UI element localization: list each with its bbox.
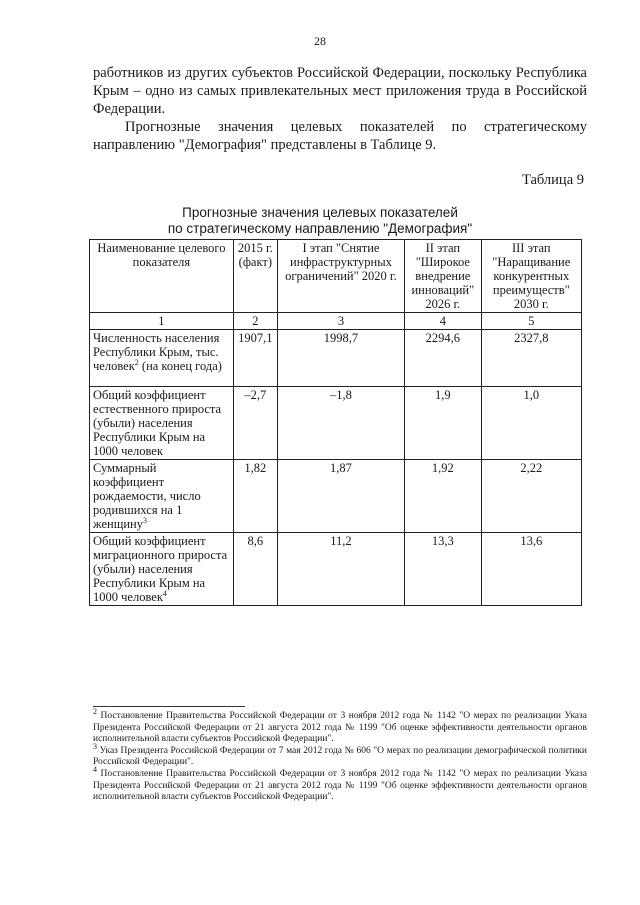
value-2030: 1,0: [481, 387, 581, 460]
indicator-name: Общий коэффициент естественного прироста (убыли) населения Республики Крым на 1000 человек: [93, 388, 222, 458]
table-title-line-2: по стратегическому направлению "Демография": [167, 221, 473, 236]
indicator-name-cell: [90, 387, 234, 460]
value-2015: 1,82: [233, 460, 277, 533]
column-number: 1: [90, 313, 234, 330]
footnote-item: [93, 764, 587, 804]
footnote-mark: 4: [93, 764, 97, 774]
table-row: [90, 330, 582, 387]
footnote-text: Постановление Правительства Российской Федерации от 3 ноября 2012 года № 1142 "О мерах по реализации Указа Президента Российской Федерации от 21 августа 2012 года № 1199 "Об оценке эффективности деятельности органов исполнительной власти субъектов Российской Федерации".: [93, 768, 587, 803]
value-2030: 2,22: [481, 460, 581, 533]
indicator-name: Численность населения Республики Крым, тыс. человек: [93, 331, 220, 373]
table-row: [90, 387, 582, 460]
indicator-name-cell: [90, 330, 234, 387]
table-title: [0, 205, 640, 237]
value-2020: 1998,7: [277, 330, 404, 387]
footnote-ref: 2: [134, 357, 139, 367]
footnote-ref: 3: [142, 515, 147, 525]
footnote-text: Указ Президента Российской Федерации от 7 мая 2012 года № 606 "О мерах по реализации демографической политики Российской Федерации".: [93, 745, 587, 768]
page-number: 28: [314, 34, 326, 48]
demography-targets-table: [89, 239, 582, 606]
column-number: 4: [405, 313, 482, 330]
footnote-separator: [93, 706, 245, 707]
indicator-name-cell: [90, 460, 234, 533]
footnotes: [93, 706, 587, 804]
paragraph-table-intro: Прогнозные значения целевых показателей по стратегическому направлению "Демография" представлены в Таблице 9.: [93, 119, 587, 153]
value-2020: 11,2: [277, 533, 404, 606]
value-2015: 8,6: [233, 533, 277, 606]
footnote-ref: 4: [162, 588, 167, 598]
column-number: 3: [277, 313, 404, 330]
table-title-line-1: Прогнозные значения целевых показателей: [182, 205, 458, 220]
value-2030: 13,6: [481, 533, 581, 606]
header-stage-3-2030: III этап "Наращивание конкурентных преимуществ" 2030 г.: [481, 240, 581, 313]
value-2020: 1,87: [277, 460, 404, 533]
footnote-item: [93, 706, 587, 746]
table-number: Таблица 9: [521, 172, 584, 188]
indicator-name: Суммарный коэффициент рождаемости, число родившихся на 1 женщину: [93, 461, 201, 531]
value-2030: 2327,8: [481, 330, 581, 387]
column-number: 5: [481, 313, 581, 330]
indicator-name: Общий коэффициент миграционного прироста (убыли) населения Республики Крым на 1000 человек: [93, 534, 228, 604]
value-2015: 1907,1: [233, 330, 277, 387]
column-number-row: [90, 313, 582, 330]
header-indicator-name: Наименование целевого показателя: [90, 240, 234, 313]
header-stage-2-2026: II этап "Широкое внедрение инноваций" 2026 г.: [405, 240, 482, 313]
value-2026: 1,92: [405, 460, 482, 533]
footnote-item: [93, 741, 587, 769]
value-2015: –2,7: [233, 387, 277, 460]
column-number: 2: [233, 313, 277, 330]
indicator-name-suffix: (на конец года): [138, 359, 222, 373]
value-2020: –1,8: [277, 387, 404, 460]
indicator-name-cell: [90, 533, 234, 606]
value-2026: 2294,6: [405, 330, 482, 387]
paragraph-continuation: работников из других субъектов Российской Федерации, поскольку Республика Крым – одно из самых привлекательных мест приложения труда в Российской Федерации.: [93, 65, 587, 117]
header-2015-fact: 2015 г. (факт): [233, 240, 277, 313]
value-2026: 1,9: [405, 387, 482, 460]
header-stage-1-2020: I этап "Снятие инфраструктурных ограничений" 2020 г.: [277, 240, 404, 313]
value-2026: 13,3: [405, 533, 482, 606]
footnote-text: Постановление Правительства Российской Федерации от 3 ноября 2012 года № 1142 "О мерах по реализации Указа Президента Российской Федерации от 21 августа 2012 года № 1199 "Об оценке эффективности деятельности органов исполнительной власти субъектов Российской Федерации".: [93, 711, 587, 745]
table-row: [90, 460, 582, 533]
table-header-row: [90, 240, 582, 313]
footnote-mark: 2: [93, 706, 97, 716]
footnote-mark: 3: [93, 741, 97, 751]
table-row: [90, 533, 582, 606]
